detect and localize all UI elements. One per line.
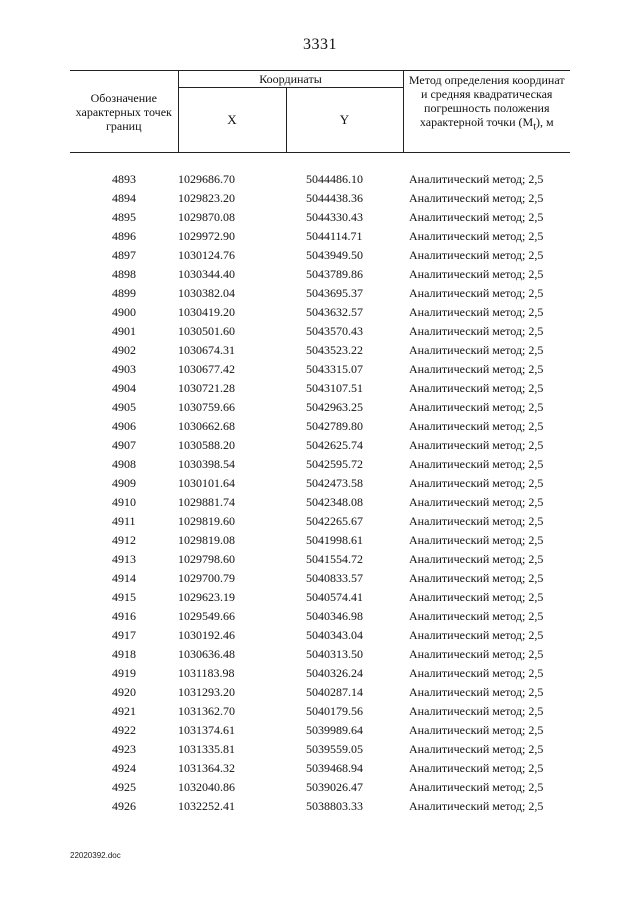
table-row xyxy=(70,663,570,682)
coordinate-y: 5042265.67 xyxy=(306,513,363,528)
method-value: Аналитический метод; 2,5 xyxy=(409,798,544,813)
coordinate-x: 1030662.68 xyxy=(178,418,235,433)
coordinate-y: 5042473.58 xyxy=(306,475,363,490)
coordinate-x: 1030101.64 xyxy=(178,475,235,490)
method-value: Аналитический метод; 2,5 xyxy=(409,456,544,471)
point-number: 4916 xyxy=(112,608,136,623)
coordinate-x: 1030677.42 xyxy=(178,361,235,376)
method-value: Аналитический метод; 2,5 xyxy=(409,209,544,224)
coordinate-y: 5043107.51 xyxy=(306,380,363,395)
table-row xyxy=(70,188,570,207)
point-number: 4896 xyxy=(112,228,136,243)
coordinate-x: 1029972.90 xyxy=(178,228,235,243)
coordinate-x: 1031335.81 xyxy=(178,741,235,756)
point-number: 4912 xyxy=(112,532,136,547)
table-row xyxy=(70,568,570,587)
method-value: Аналитический метод; 2,5 xyxy=(409,342,544,357)
table-row xyxy=(70,720,570,739)
page-number: 3331 xyxy=(303,36,337,53)
method-value: Аналитический метод; 2,5 xyxy=(409,323,544,338)
table-row xyxy=(70,153,570,189)
coordinate-y: 5040179.56 xyxy=(306,703,363,718)
point-number: 4902 xyxy=(112,342,136,357)
point-number: 4908 xyxy=(112,456,136,471)
table-row xyxy=(70,264,570,283)
coordinate-y: 5040326.24 xyxy=(306,665,363,680)
coordinate-x: 1029819.60 xyxy=(178,513,235,528)
coordinate-y: 5040574.41 xyxy=(306,589,363,604)
point-number: 4919 xyxy=(112,665,136,680)
table-row xyxy=(70,530,570,549)
coordinate-y: 5040833.57 xyxy=(306,570,363,585)
coordinate-x: 1030636.48 xyxy=(178,646,235,661)
coordinate-y: 5040343.04 xyxy=(306,627,363,642)
method-value: Аналитический метод; 2,5 xyxy=(409,475,544,490)
point-number: 4893 xyxy=(112,171,136,186)
method-header xyxy=(403,71,570,153)
coordinate-x: 1030419.20 xyxy=(178,304,235,319)
point-number: 4910 xyxy=(112,494,136,509)
point-number: 4911 xyxy=(112,513,136,528)
coordinate-x: 1031362.70 xyxy=(178,703,235,718)
coordinate-x: 1029823.20 xyxy=(178,190,235,205)
table-row xyxy=(70,283,570,302)
coordinate-x: 1029549.66 xyxy=(178,608,235,623)
table-row xyxy=(70,625,570,644)
coordinate-x: 1029798.60 xyxy=(178,551,235,566)
point-number: 4917 xyxy=(112,627,136,642)
method-value: Аналитический метод; 2,5 xyxy=(409,304,544,319)
coordinate-y: 5044330.43 xyxy=(306,209,363,224)
coordinate-x: 1030344.40 xyxy=(178,266,235,281)
coordinate-x: 1030501.60 xyxy=(178,323,235,338)
table-row xyxy=(70,587,570,606)
coordinate-x: 1030759.66 xyxy=(178,399,235,414)
method-value: Аналитический метод; 2,5 xyxy=(409,247,544,262)
coordinate-y: 5044114.71 xyxy=(306,228,363,243)
method-value: Аналитический метод; 2,5 xyxy=(409,190,544,205)
coordinate-y: 5039026.47 xyxy=(306,779,363,794)
table-row xyxy=(70,378,570,397)
point-number: 4906 xyxy=(112,418,136,433)
point-number: 4925 xyxy=(112,779,136,794)
coordinate-x: 1032040.86 xyxy=(178,779,235,794)
coordinate-x: 1030124.76 xyxy=(178,247,235,262)
coordinate-x: 1030192.46 xyxy=(178,627,235,642)
table-body xyxy=(70,153,570,816)
table-row xyxy=(70,226,570,245)
point-number: 4899 xyxy=(112,285,136,300)
table-row xyxy=(70,245,570,264)
coordinate-x: 1031183.98 xyxy=(178,665,235,680)
x-header: X xyxy=(178,88,286,153)
coordinates-table xyxy=(70,70,570,815)
method-value: Аналитический метод; 2,5 xyxy=(409,722,544,737)
point-header: Обозначение характерных точек границ xyxy=(70,71,178,153)
point-number: 4914 xyxy=(112,570,136,585)
method-value: Аналитический метод; 2,5 xyxy=(409,532,544,547)
method-value: Аналитический метод; 2,5 xyxy=(409,646,544,661)
coordinate-y: 5043315.07 xyxy=(306,361,363,376)
method-value: Аналитический метод; 2,5 xyxy=(409,665,544,680)
table-row xyxy=(70,644,570,663)
table-row xyxy=(70,302,570,321)
coordinate-x: 1031293.20 xyxy=(178,684,235,699)
point-number: 4924 xyxy=(112,760,136,775)
method-header-subscript: t xyxy=(533,121,536,133)
coordinate-y: 5041998.61 xyxy=(306,532,363,547)
method-value: Аналитический метод; 2,5 xyxy=(409,703,544,718)
coordinate-y: 5040346.98 xyxy=(306,608,363,623)
coordinate-y: 5043789.86 xyxy=(306,266,363,281)
coordinate-y: 5039559.05 xyxy=(306,741,363,756)
point-number: 4905 xyxy=(112,399,136,414)
point-number: 4904 xyxy=(112,380,136,395)
point-number: 4900 xyxy=(112,304,136,319)
table-header xyxy=(70,71,570,153)
method-value: Аналитический метод; 2,5 xyxy=(409,551,544,566)
point-number: 4913 xyxy=(112,551,136,566)
coordinate-y: 5044486.10 xyxy=(306,171,363,186)
coordinate-x: 1031374.61 xyxy=(178,722,235,737)
method-value: Аналитический метод; 2,5 xyxy=(409,380,544,395)
coordinate-x: 1031364.32 xyxy=(178,760,235,775)
method-value: Аналитический метод; 2,5 xyxy=(409,171,544,186)
coordinate-x: 1029700.79 xyxy=(178,570,235,585)
coordinate-y: 5040287.14 xyxy=(306,684,363,699)
table-row xyxy=(70,511,570,530)
table-row xyxy=(70,359,570,378)
point-number: 4901 xyxy=(112,323,136,338)
point-number: 4898 xyxy=(112,266,136,281)
coordinate-x: 1029686.70 xyxy=(178,171,235,186)
method-value: Аналитический метод; 2,5 xyxy=(409,570,544,585)
point-number: 4894 xyxy=(112,190,136,205)
table-row xyxy=(70,606,570,625)
coordinate-y: 5039468.94 xyxy=(306,760,363,775)
method-value: Аналитический метод; 2,5 xyxy=(409,285,544,300)
coordinate-y: 5042595.72 xyxy=(306,456,363,471)
table-row xyxy=(70,796,570,815)
table-row xyxy=(70,682,570,701)
table-row xyxy=(70,397,570,416)
coordinate-y: 5042348.08 xyxy=(306,494,363,509)
method-value: Аналитический метод; 2,5 xyxy=(409,760,544,775)
method-value: Аналитический метод; 2,5 xyxy=(409,779,544,794)
table-row xyxy=(70,701,570,720)
coordinate-x: 1029623.19 xyxy=(178,589,235,604)
coordinate-x: 1029819.08 xyxy=(178,532,235,547)
table-row xyxy=(70,777,570,796)
table-row xyxy=(70,549,570,568)
method-value: Аналитический метод; 2,5 xyxy=(409,361,544,376)
table-row xyxy=(70,739,570,758)
coordinate-y: 5040313.50 xyxy=(306,646,363,661)
coordinate-x: 1030674.31 xyxy=(178,342,235,357)
method-value: Аналитический метод; 2,5 xyxy=(409,627,544,642)
file-name-footer: 22020392.doc xyxy=(70,851,121,860)
table-row xyxy=(70,492,570,511)
point-number: 4903 xyxy=(112,361,136,376)
coordinate-x: 1030398.54 xyxy=(178,456,235,471)
coordinate-x: 1030721.28 xyxy=(178,380,235,395)
coordinates-header: Координаты xyxy=(178,71,403,88)
method-value: Аналитический метод; 2,5 xyxy=(409,741,544,756)
point-number: 4909 xyxy=(112,475,136,490)
method-header-unit: ), м xyxy=(536,115,554,129)
coordinate-y: 5038803.33 xyxy=(306,798,363,813)
coordinate-x: 1029870.08 xyxy=(178,209,235,224)
coordinate-y: 5043570.43 xyxy=(306,323,363,338)
point-number: 4922 xyxy=(112,722,136,737)
coordinate-y: 5043695.37 xyxy=(306,285,363,300)
table-row xyxy=(70,416,570,435)
table-row xyxy=(70,340,570,359)
method-value: Аналитический метод; 2,5 xyxy=(409,513,544,528)
method-value: Аналитический метод; 2,5 xyxy=(409,494,544,509)
coordinate-y: 5039989.64 xyxy=(306,722,363,737)
y-header: Y xyxy=(286,88,403,153)
table-row xyxy=(70,207,570,226)
coordinate-y: 5042625.74 xyxy=(306,437,363,452)
point-number: 4920 xyxy=(112,684,136,699)
method-value: Аналитический метод; 2,5 xyxy=(409,399,544,414)
method-value: Аналитический метод; 2,5 xyxy=(409,437,544,452)
method-header-text: Метод определения координат и средняя квадратическая погрешность положения характерной точки (M xyxy=(408,73,565,129)
point-number: 4895 xyxy=(112,209,136,224)
point-number: 4897 xyxy=(112,247,136,262)
point-number: 4921 xyxy=(112,703,136,718)
table-row xyxy=(70,454,570,473)
coordinate-y: 5044438.36 xyxy=(306,190,363,205)
coordinate-x: 1029881.74 xyxy=(178,494,235,509)
coordinate-y: 5043949.50 xyxy=(306,247,363,262)
point-number: 4907 xyxy=(112,437,136,452)
coordinate-y: 5042963.25 xyxy=(306,399,363,414)
point-number: 4926 xyxy=(112,798,136,813)
coordinate-x: 1030588.20 xyxy=(178,437,235,452)
point-number: 4918 xyxy=(112,646,136,661)
method-value: Аналитический метод; 2,5 xyxy=(409,608,544,623)
method-value: Аналитический метод; 2,5 xyxy=(409,266,544,281)
table-row xyxy=(70,473,570,492)
point-number: 4923 xyxy=(112,741,136,756)
table-row xyxy=(70,321,570,340)
coordinate-x: 1030382.04 xyxy=(178,285,235,300)
coordinate-x: 1032252.41 xyxy=(178,798,235,813)
point-number: 4915 xyxy=(112,589,136,604)
table-row xyxy=(70,435,570,454)
coordinate-y: 5043632.57 xyxy=(306,304,363,319)
method-value: Аналитический метод; 2,5 xyxy=(409,228,544,243)
coordinate-y: 5043523.22 xyxy=(306,342,363,357)
method-value: Аналитический метод; 2,5 xyxy=(409,684,544,699)
coordinate-y: 5042789.80 xyxy=(306,418,363,433)
method-value: Аналитический метод; 2,5 xyxy=(409,589,544,604)
method-value: Аналитический метод; 2,5 xyxy=(409,418,544,433)
table-row xyxy=(70,758,570,777)
coordinate-y: 5041554.72 xyxy=(306,551,363,566)
